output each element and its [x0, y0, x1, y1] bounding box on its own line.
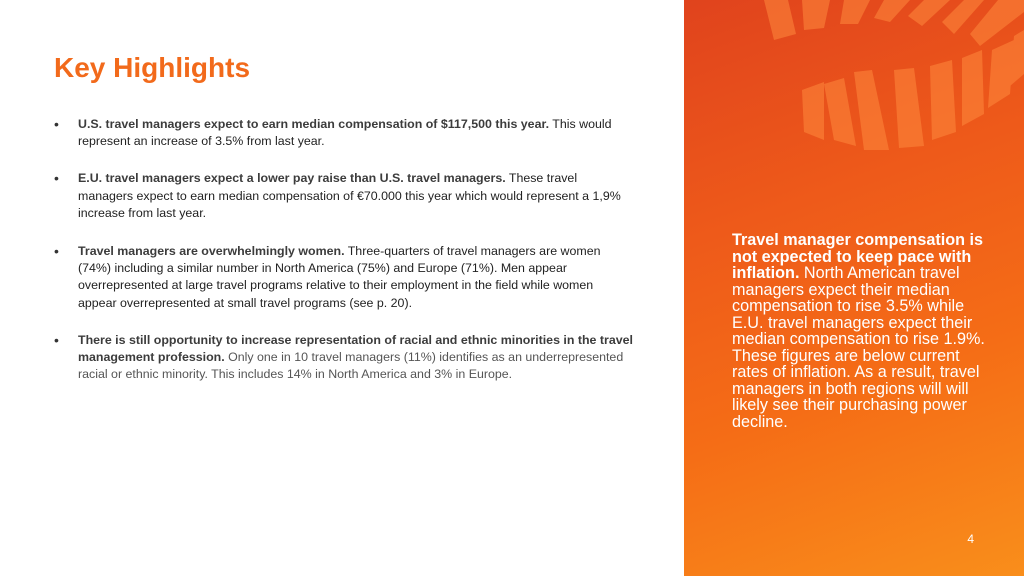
list-item: [54, 170, 634, 222]
callout-text: [732, 232, 994, 430]
callout-lead: Travel manager compensation is not expected to keep pace with inflation.: [732, 231, 984, 282]
list-item: [54, 332, 634, 384]
bullet-lead: There is still opportunity to increase representation of racial and ethnic minorities in the travel management profession.: [78, 332, 633, 365]
bullet-lead: E.U. travel managers expect a lower pay raise than U.S. travel managers.: [78, 171, 506, 186]
page-title: Key Highlights: [54, 52, 251, 83]
highlights-list: [54, 116, 634, 383]
list-item: [54, 243, 634, 312]
list-item: [54, 116, 634, 150]
side-panel: [684, 0, 1024, 576]
bullet-text: Three-quarters of travel managers are women (74%) including a similar number in North America (75%) and Europe (71%). Men appear overrepresented at large travel programs relative to their employment in the field while women appear overrepresented at small travel programs (see p. 20).: [78, 244, 601, 310]
bullet-text: This would represent an increase of 3.5% from last year.: [78, 117, 612, 149]
sunburst-rays-icon: [684, 0, 1024, 200]
callout-body: North American travel managers expect their median compensation to rise 3.5% while E.U. travel managers expect their median compensation to rise 1.9%. These figures are below current rates of inflation. As a result, travel managers in both regions will will likely see their purchasing power decline.: [732, 264, 985, 431]
bullet-text: These travel managers expect to earn median compensation of €70.000 this year which would represent a 1,9% increase from last year.: [78, 171, 621, 220]
bullet-text: Only one in 10 travel managers (11%) identifies as an underrepresented racial or ethnic minority. This includes 14% in North America and 3% in Europe.: [78, 350, 624, 382]
page-number: 4: [967, 532, 974, 546]
bullet-lead: U.S. travel managers expect to earn median compensation of $117,500 this year.: [78, 117, 550, 131]
bullet-lead: Travel managers are overwhelmingly women.: [78, 244, 345, 259]
